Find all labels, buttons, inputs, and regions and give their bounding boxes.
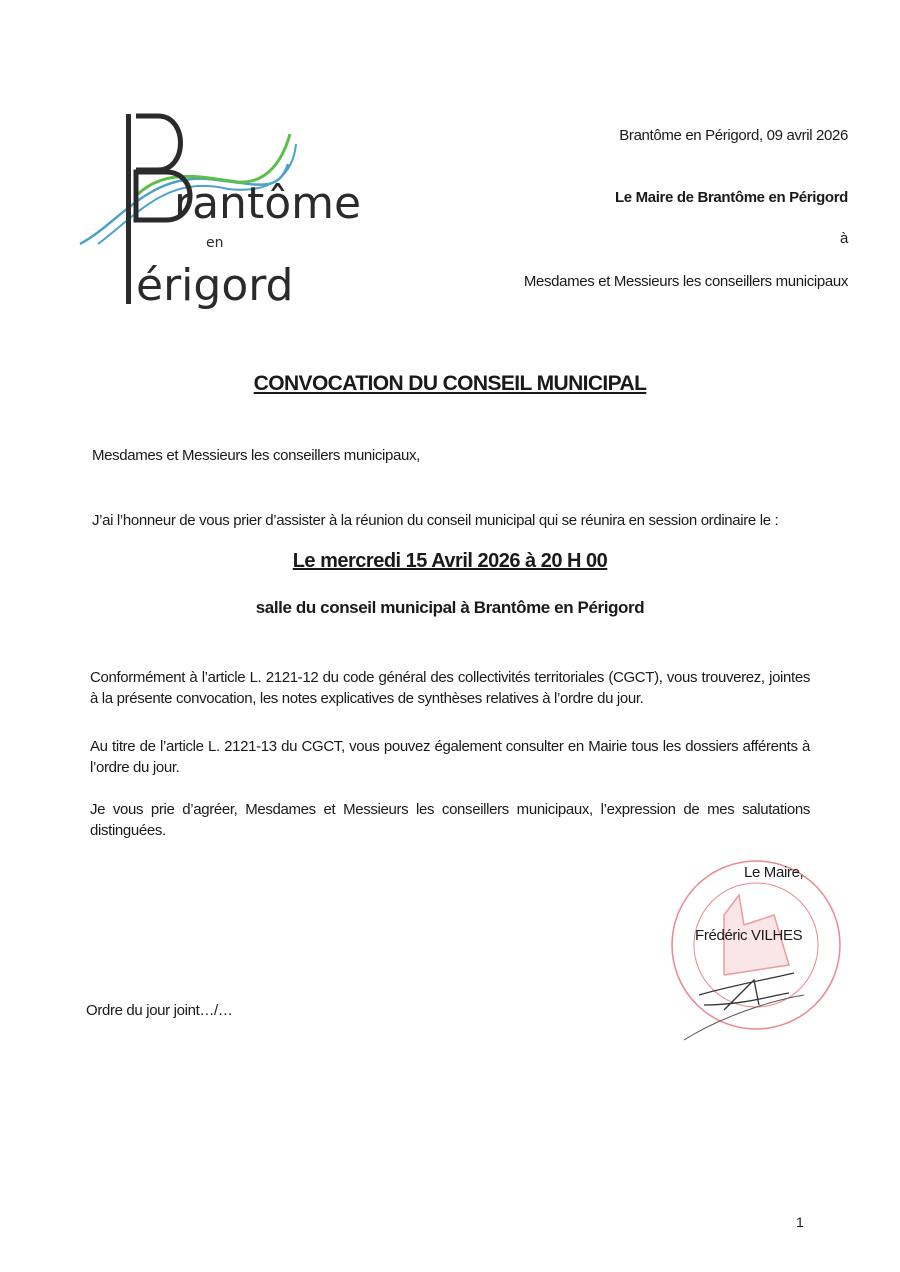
page-number: 1	[796, 1214, 804, 1230]
logo-text-line2: érigord	[136, 260, 294, 311]
footer-note: Ordre du jour joint…/…	[86, 1002, 233, 1019]
sender: Le Maire de Brantôme en Périgord	[614, 189, 848, 206]
meeting-datetime: Le mercredi 15 Avril 2026 à 20 H 00	[292, 550, 608, 572]
paragraph: Au titre de l’article L. 2121-13 du CGCT, vous pouvez également consulter en Mairie tous les dossiers afférents à l’ordre du jour.	[90, 738, 810, 776]
brantome-logo	[78, 104, 378, 319]
logo-text-line1: rantôme	[174, 178, 362, 229]
mairie-stamp	[664, 855, 854, 1055]
recipients: Mesdames et Messieurs les conseillers municipaux	[523, 273, 848, 290]
signature-name: Frédéric VILHES	[695, 927, 803, 944]
paragraph: Conformément à l’article L. 2121-12 du code général des collectivités territoriales (CGCT), vous trouverez, jointes à la présente convocation, les notes explicatives de synthèses relatives à l’ordre du jour.	[90, 669, 810, 707]
document-title: CONVOCATION DU CONSEIL MUNICIPAL	[253, 372, 647, 395]
place-date: Brantôme en Périgord, 09 avril 2026	[619, 127, 848, 144]
signature-role: Le Maire,	[744, 864, 804, 881]
to-label: à	[840, 230, 848, 247]
paragraph: Je vous prie d’agréer, Mesdames et Messieurs les conseillers municipaux, l’expression de mes salutations distinguées.	[90, 801, 810, 839]
salutation: Mesdames et Messieurs les conseillers municipaux,	[92, 447, 420, 464]
intro: J’ai l’honneur de vous prier d’assister à la réunion du conseil municipal qui se réunira en session ordinaire le :	[92, 512, 779, 529]
meeting-place: salle du conseil municipal à Brantôme en Périgord	[255, 598, 645, 617]
logo-text-en: en	[206, 235, 224, 251]
